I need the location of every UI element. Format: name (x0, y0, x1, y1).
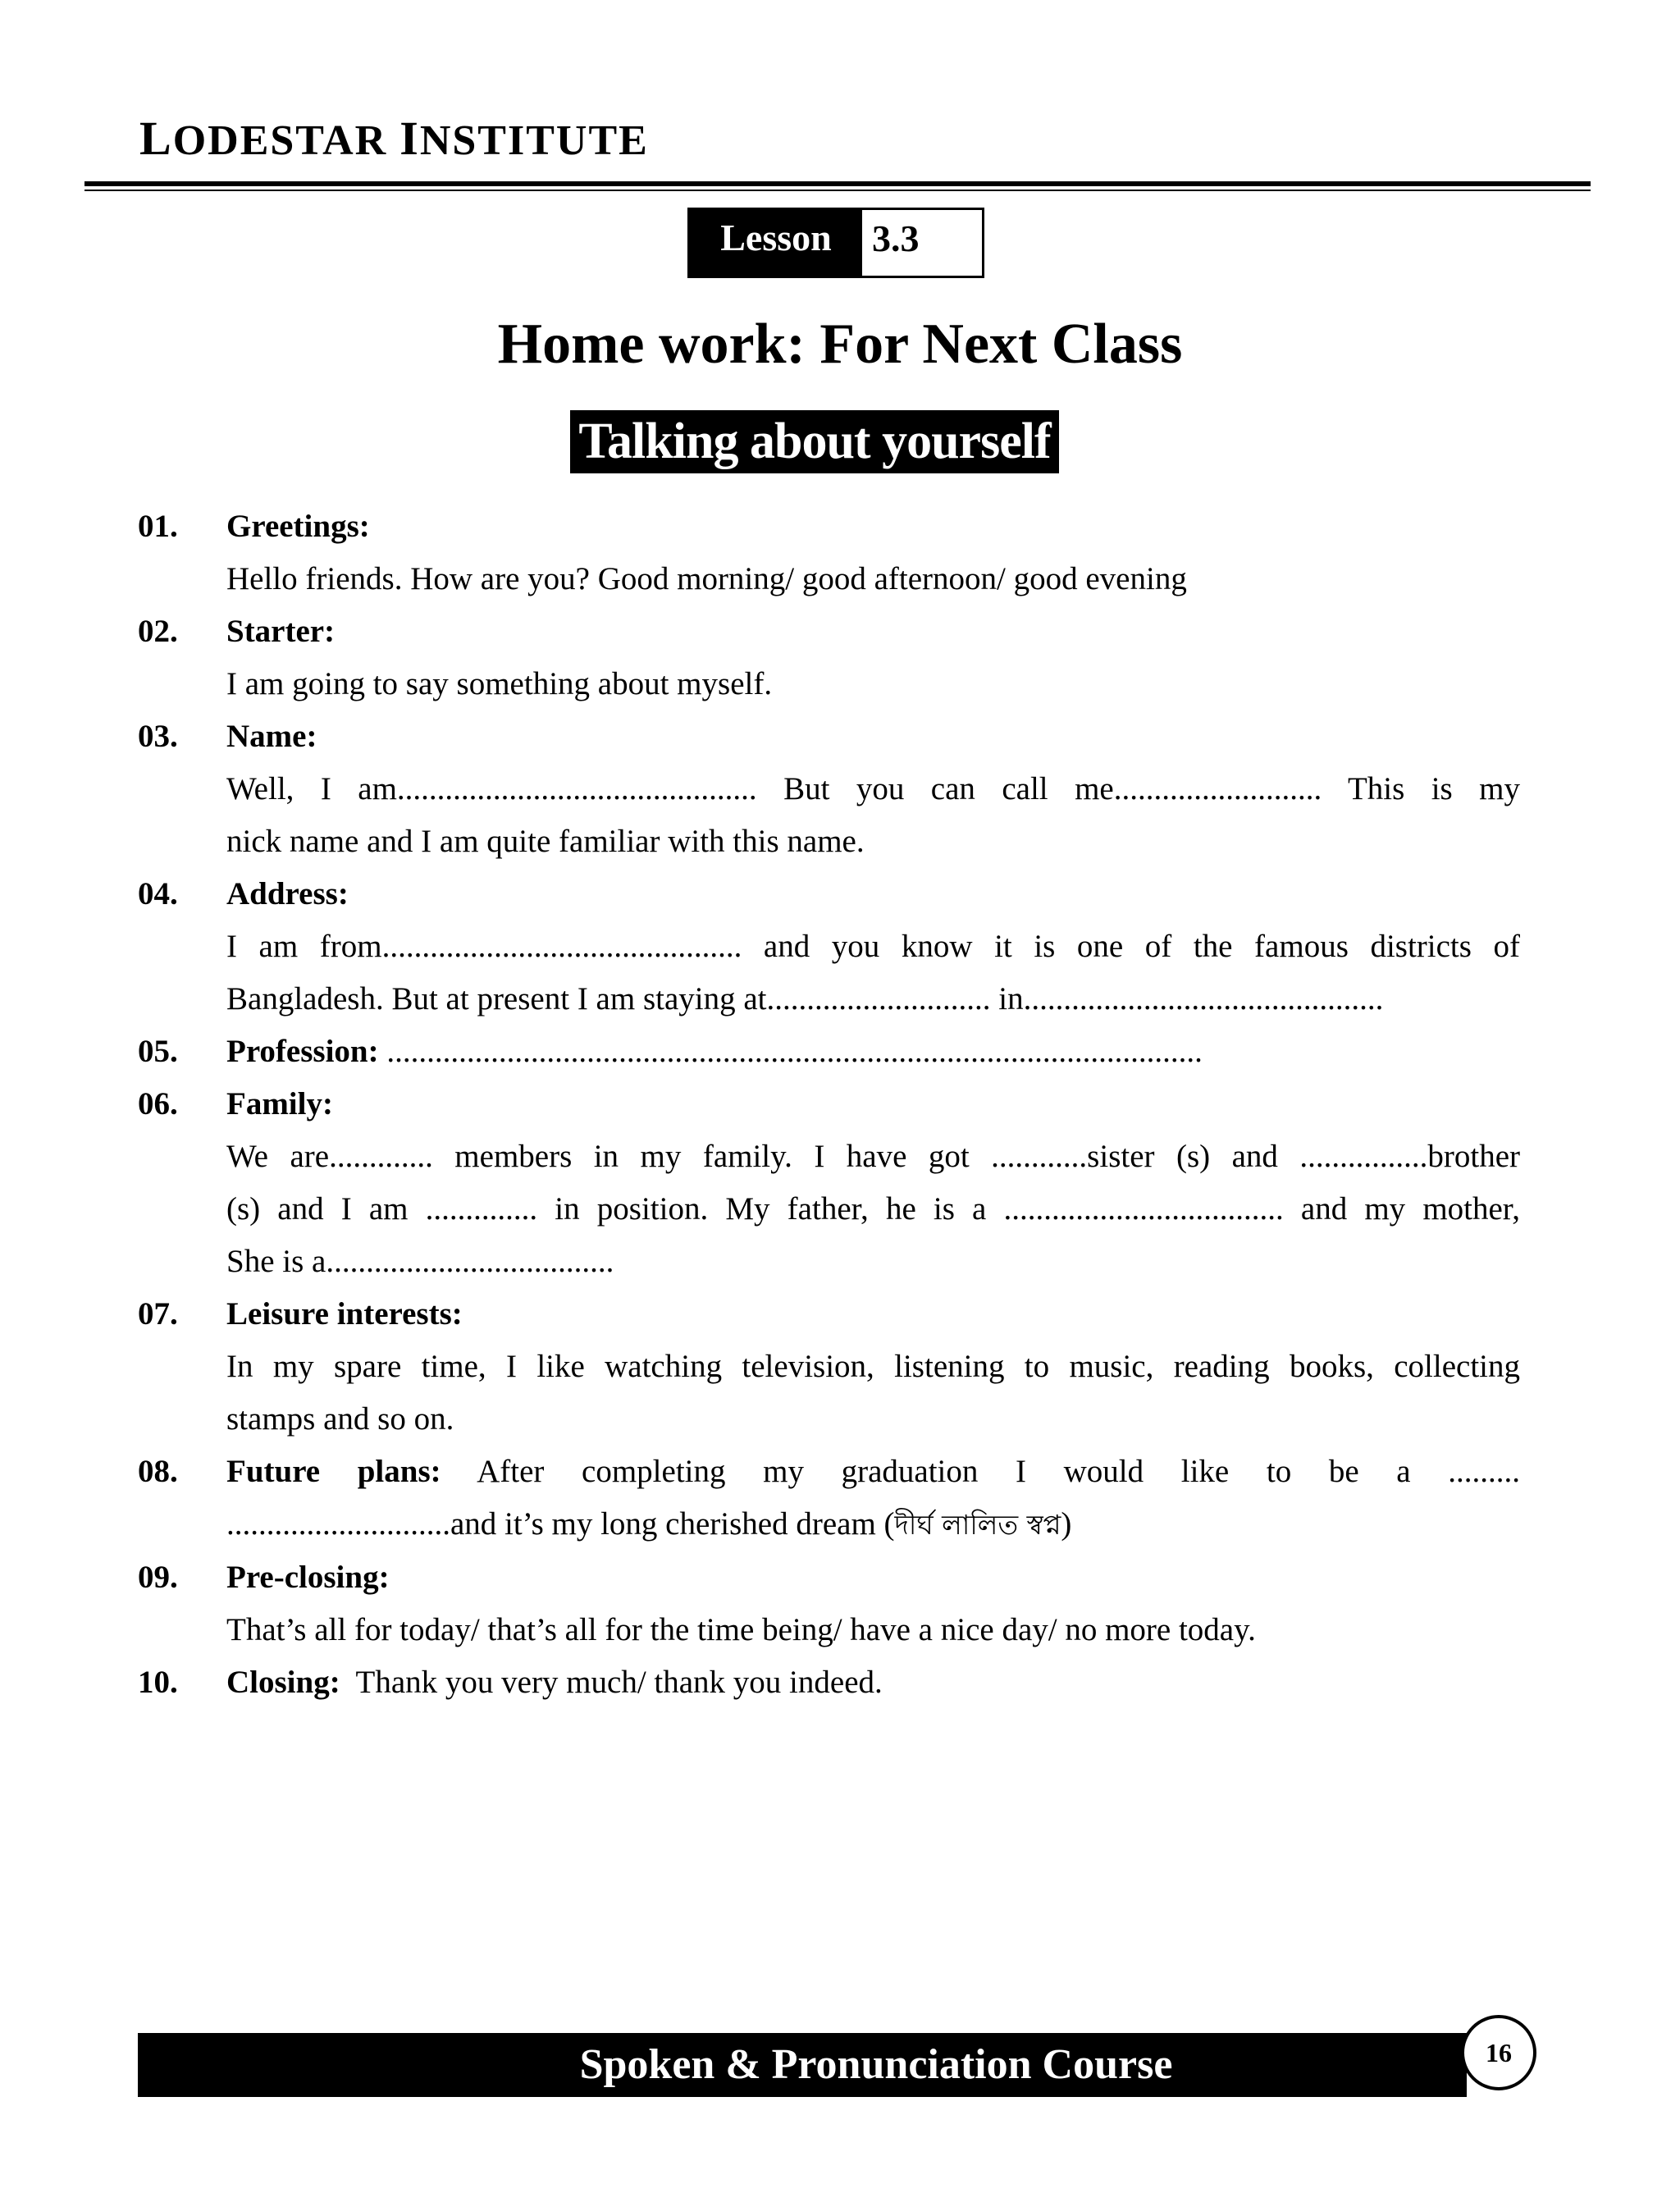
item-heading: Greetings: (226, 509, 370, 544)
item-number: 01. (138, 509, 178, 544)
item-text: That’s all for today/ that’s all for the time being/ have a nice day/ no more today. (226, 1612, 1256, 1647)
item-text: ...................................................................................................... (378, 1034, 1203, 1069)
item-text: nick name and I am quite familiar with this name. (226, 824, 865, 859)
bengali-text: দীর্ঘ লালিত স্বপ্ন (894, 1509, 1061, 1541)
item-heading: Future plans: (226, 1454, 441, 1489)
item-number: 10. (138, 1665, 178, 1700)
item-heading: Leisure interests: (226, 1296, 463, 1332)
item-heading: Address: (226, 876, 349, 911)
item-text: After completing my graduation I would like to be a ......... (441, 1454, 1520, 1489)
section-subtitle: Talking about yourself (570, 410, 1059, 473)
item-number: 07. (138, 1296, 178, 1332)
list-item (138, 1446, 1520, 1551)
item-number: 03. (138, 719, 178, 754)
item-text: I am from............................................. and you know it is one of the famous districts of (226, 929, 1520, 964)
lesson-number: 3.3 (872, 217, 920, 259)
item-heading: Family: (226, 1086, 333, 1122)
item-heading: Profession: (226, 1034, 379, 1069)
item-text: In my spare time, I like watching television, listening to music, reading books, collecting (226, 1349, 1520, 1384)
item-heading: Starter: (226, 614, 336, 649)
item-text: Hello friends. How are you? Good morning/ good afternoon/ good evening (226, 561, 1187, 596)
list-item (138, 605, 1520, 710)
header-cap-l: L (139, 112, 173, 165)
item-text: (s) and I am .............. in position. My father, he is a ................................... and my mother, (226, 1191, 1520, 1227)
item-text: She is a.................................... (226, 1244, 614, 1279)
list-item (138, 1551, 1520, 1656)
lesson-box (687, 208, 984, 278)
item-text: Thank you very much/ thank you indeed. (340, 1665, 883, 1700)
list-item (138, 500, 1520, 605)
homework-list (138, 500, 1520, 1709)
list-item (138, 1288, 1520, 1446)
item-number: 05. (138, 1034, 178, 1069)
header-rest-2: NSTITUTE (419, 117, 649, 164)
header-cap-i: I (399, 112, 420, 165)
item-heading: Closing: (226, 1665, 340, 1700)
item-number: 08. (138, 1454, 178, 1489)
item-number: 04. (138, 876, 178, 911)
item-text: Well, I am............................................. But you can call me.......................... This is my (226, 771, 1520, 806)
item-text: I am going to say something about myself. (226, 666, 773, 701)
list-item (138, 868, 1520, 1026)
item-number: 06. (138, 1086, 178, 1122)
header-rule-thin (84, 190, 1591, 191)
item-number: 09. (138, 1560, 178, 1595)
institute-header (139, 112, 649, 165)
item-heading: Name: (226, 719, 317, 754)
page-title: Home work: For Next Class (497, 313, 1183, 376)
list-item (138, 1026, 1520, 1078)
item-text: Bangladesh. But at present I am staying at............................ in............................................. (226, 981, 1384, 1016)
item-text: We are............. members in my family. I have got ............sister (s) and ................brother (226, 1139, 1520, 1174)
item-text: ) (1061, 1506, 1072, 1542)
list-item (138, 710, 1520, 868)
item-heading: Pre-closing: (226, 1560, 390, 1595)
item-number: 02. (138, 614, 178, 649)
header-rest-1: ODESTAR (172, 117, 400, 164)
list-item (138, 1656, 1520, 1709)
item-text: stamps and so on. (226, 1401, 454, 1437)
item-text: ............................and it’s my long cherished dream ( (226, 1506, 895, 1542)
footer-course-bar: Spoken & Pronunciation Course (138, 2033, 1467, 2097)
lesson-label: Lesson (690, 210, 862, 276)
page-number: 16 (1461, 2015, 1536, 2090)
list-item (138, 1078, 1520, 1288)
header-rule-thick (84, 181, 1591, 186)
